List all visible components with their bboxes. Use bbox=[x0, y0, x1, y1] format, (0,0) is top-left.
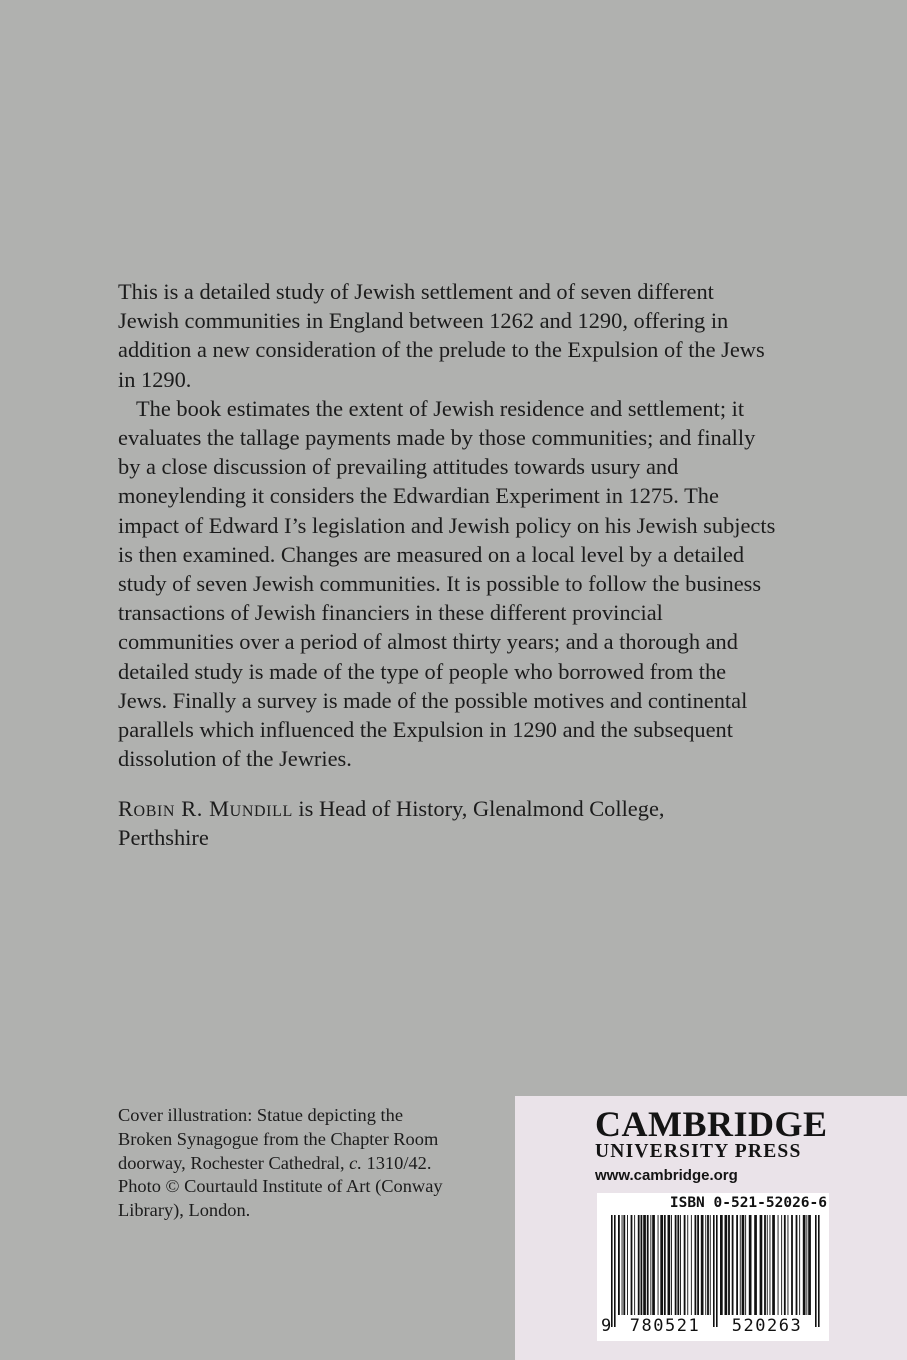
barcode-bar bbox=[808, 1215, 811, 1315]
barcode-bar bbox=[668, 1215, 671, 1315]
barcode-bar bbox=[767, 1215, 768, 1315]
book-blurb bbox=[118, 277, 778, 773]
barcode-bar bbox=[631, 1215, 633, 1315]
barcode-bar bbox=[660, 1215, 663, 1315]
barcode-bar bbox=[691, 1215, 692, 1315]
cover-credit-text-end: 1310/42. Photo © Courtauld Institute of Art (Conway Library), London. bbox=[118, 1152, 443, 1221]
author-description: is Head of History, Glenalmond College, Perthshire bbox=[118, 796, 665, 851]
barcode-bar bbox=[675, 1215, 677, 1315]
barcode-bar bbox=[745, 1215, 746, 1315]
barcode-bar bbox=[658, 1215, 659, 1315]
barcode-guard-bar bbox=[818, 1215, 820, 1327]
barcode-bar bbox=[638, 1215, 640, 1315]
barcode-guard-bar bbox=[716, 1215, 718, 1327]
author-name: Robin R. Mundill bbox=[118, 796, 293, 821]
barcode-bar bbox=[749, 1215, 752, 1315]
barcode-bar bbox=[732, 1215, 734, 1315]
barcode-bar bbox=[652, 1215, 655, 1315]
barcode-bar bbox=[677, 1215, 679, 1315]
barcode-bar bbox=[760, 1215, 763, 1315]
blurb-paragraph-2: The book estimates the extent of Jewish residence and settlement; it evaluates the tallage payments made by those communities; and finally by a close discussion of prevailing attitudes towards usury and moneylending it considers the Edwardian Experiment in 1275. The impact of Edward I’s legislation and Jewish policy on his Jewish subjects is then examined. Changes are measured on a local level by a detailed study of seven Jewish communities. It is possible to follow the business transactions of Jewish financiers in these different provincial communities over a period of almost thirty years; and a thorough and detailed study is made of the type of people who borrowed from the Jews. Finally a survey is made of the possible motives and continental parallels which influenced the Expulsion in 1290 and the subsequent dissolution of the Jewries. bbox=[118, 395, 776, 772]
barcode-bar bbox=[650, 1215, 651, 1315]
barcode-bar bbox=[764, 1215, 766, 1315]
barcode-bar bbox=[623, 1215, 625, 1315]
ean-digits bbox=[597, 1315, 829, 1339]
barcode-bar bbox=[641, 1215, 643, 1315]
barcode-bar bbox=[736, 1215, 738, 1315]
barcode-bar bbox=[627, 1215, 628, 1315]
barcode-bar bbox=[664, 1215, 666, 1315]
barcode-bar bbox=[740, 1215, 741, 1315]
barcode-bar bbox=[705, 1215, 706, 1315]
barcode-bar bbox=[784, 1215, 786, 1315]
barcode-bar bbox=[622, 1215, 623, 1315]
barcode-bar bbox=[684, 1215, 686, 1315]
ean-left-group: 780521 bbox=[619, 1315, 711, 1337]
isbn-label: ISBN 0-521-52026-6 bbox=[669, 1195, 827, 1211]
barcode-bar bbox=[710, 1215, 711, 1315]
publisher-name: CAMBRIDGE bbox=[595, 1104, 828, 1144]
barcode-bar bbox=[770, 1215, 771, 1315]
barcode-guard-bar bbox=[611, 1215, 613, 1327]
publisher-subtitle: UNIVERSITY PRESS bbox=[595, 1141, 802, 1162]
cover-credit-circa: c. bbox=[349, 1152, 362, 1173]
barcode-bar bbox=[754, 1215, 757, 1315]
barcode-bar bbox=[788, 1215, 789, 1315]
barcode-bar bbox=[671, 1215, 672, 1315]
barcode-bar bbox=[791, 1215, 793, 1315]
barcode-bar bbox=[772, 1215, 775, 1315]
barcode-guard-bar bbox=[713, 1215, 715, 1327]
barcode-bars bbox=[597, 1215, 829, 1327]
barcode-bar bbox=[618, 1215, 620, 1315]
barcode-bar bbox=[725, 1215, 728, 1315]
cover-illustration-credit bbox=[118, 1104, 458, 1223]
barcode-bar bbox=[680, 1215, 681, 1315]
author-bio bbox=[118, 794, 758, 852]
barcode-bar bbox=[796, 1215, 798, 1315]
publisher-block bbox=[515, 1096, 907, 1360]
cover-credit-text-start: Cover illustration: Statue depicting the Broken Synagogue from the Chapter Room doorway, Rochester Cathedral, bbox=[118, 1105, 439, 1173]
ean-right-group: 520263 bbox=[719, 1315, 815, 1337]
barcode-bar bbox=[634, 1215, 635, 1315]
barcode-guard-bar bbox=[815, 1215, 817, 1327]
barcode-bar bbox=[687, 1215, 688, 1315]
barcode-bar bbox=[720, 1215, 723, 1315]
barcode-bar bbox=[707, 1215, 709, 1315]
barcode-bar bbox=[647, 1215, 649, 1315]
barcode-bar bbox=[803, 1215, 806, 1315]
barcode-bar bbox=[697, 1215, 699, 1315]
barcode-bar bbox=[701, 1215, 704, 1315]
barcode bbox=[597, 1193, 829, 1341]
ean-first-digit: 9 bbox=[601, 1316, 612, 1336]
blurb-paragraph-1: This is a detailed study of Jewish settlement and of seven different Jewish communities in England between 1262 and 1290, offering in addition a new consideration of the prelude to the Expulsion of the Jews in 1290. bbox=[118, 279, 765, 392]
barcode-bar bbox=[781, 1215, 782, 1315]
barcode-bar bbox=[799, 1215, 800, 1315]
barcode-bar bbox=[778, 1215, 779, 1315]
barcode-bar bbox=[742, 1215, 745, 1315]
barcode-bar bbox=[695, 1215, 697, 1315]
barcode-guard-bar bbox=[614, 1215, 616, 1327]
barcode-bar bbox=[728, 1215, 730, 1315]
publisher-url: www.cambridge.org bbox=[595, 1167, 738, 1184]
barcode-bar bbox=[806, 1215, 807, 1315]
barcode-bar bbox=[643, 1215, 646, 1315]
